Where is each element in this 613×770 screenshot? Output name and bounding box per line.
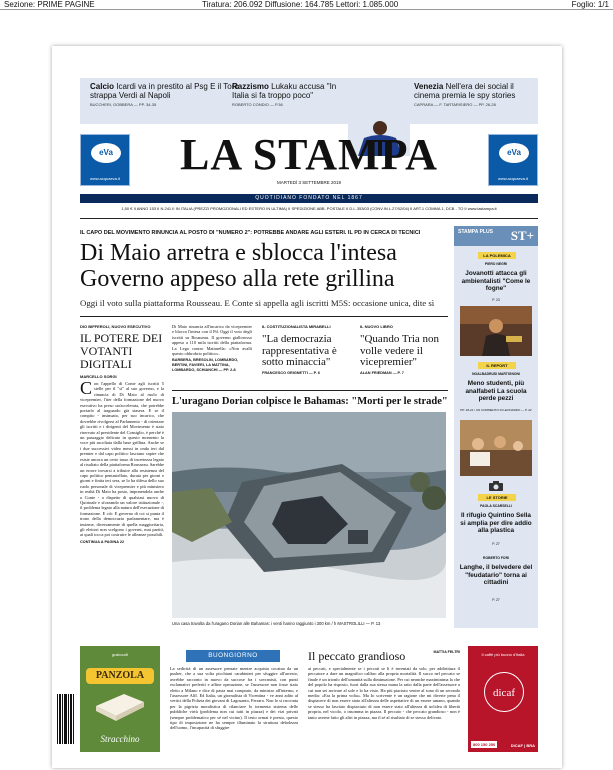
- sidebar-item-scuola[interactable]: Meno studenti, più analfabeti La scuola perde pezzi: [465, 380, 527, 403]
- teaser-byline: BUCCHERI, GOBBERA — PP. 34-35: [90, 102, 157, 107]
- panzola-ad[interactable]: [80, 646, 160, 752]
- summary-body: Di Maio rinuncia all'incarico da vicepremier e blocca l'intesa con il Pd. Oggi il voto degli iscritti su Rousseau. Il governo giallorosso appeso a 110 mila iscritti della piattaforma. La Lega contro Mattarella: «Non avalli questo obbrobrio politico».: [172, 324, 252, 357]
- sidebar-page: P. 27: [492, 542, 500, 546]
- column-author: MARCELLO SORGI: [80, 374, 117, 379]
- drop-cap: C: [80, 378, 93, 398]
- stampa-plus-sidebar: [454, 226, 538, 628]
- sidebar-page: P. 27: [492, 598, 500, 602]
- photo-caption: Una casa travolta da l'uragano Dorian alle Bahamas: i venti hanno raggiunto i 300 km / h MASTROLILLI — P. 13: [172, 621, 381, 626]
- sidebar-tag: LA POLEMICA: [478, 252, 516, 259]
- summary-authors: BARBERA, BRESOLIN, LOMBARDO, BERTINI, FAVIERI, LA MATTINA, LOMBARDO, SCHIANCHI — PP. 2-8: [172, 358, 239, 373]
- dicaf-logo: dicaf: [484, 672, 524, 712]
- cheese-image: [94, 692, 146, 722]
- eva-logo: eVa: [499, 143, 529, 163]
- sidebar-author: NOALBADRUSI MARTIGNONI: [472, 372, 520, 376]
- issue-date: MARTEDÌ 3 SETTEMBRE 2019: [277, 180, 341, 185]
- interview-label: IL COSTITUZIONALISTA MIRABELLI: [262, 324, 331, 329]
- teaser-topic: Venezia: [414, 82, 444, 91]
- interview-quote: "La democrazia rappresentativa è sotto minaccia": [262, 333, 337, 368]
- eva-ad-right[interactable]: [488, 134, 538, 186]
- main-headline[interactable]: Di Maio arretra e sblocca l'intesa Governo appeso alla rete grillina: [80, 240, 397, 292]
- teaser-razzismo[interactable]: [232, 82, 352, 108]
- sidebar-author: PIERO NEGRI: [484, 262, 508, 266]
- camera-icon: [488, 480, 504, 492]
- column-label: DIO BIFFEROLI, NUOVO ESECUTIVO: [80, 324, 151, 329]
- buongiorno-header: BUONGIORNO: [186, 650, 280, 662]
- sidebar-plus-label: STAMPA PLUS: [458, 229, 493, 235]
- interview-mirabelli[interactable]: [262, 324, 354, 376]
- continued-link[interactable]: CONTINUA A PAGINA 22: [80, 539, 125, 544]
- column-body: on l'appello di Conte agli iscritti 5 stelle per il "sì" al suo governo, e la rinuncia di Di Maio al ruolo di vicepremier, l'iter della formazione del nuovo esecutivo ha preso un'accelerata, che potrebbe portarlo al traguardo già stasera. E se il compito - insinuato, per suo incarico, che dovrebbe rivolgersi al Parlamento - di orientare gli iscritti e i dirigenti del Movimento è stato riservato al presidente del Consiglio, è perché è un passaggio delicato in questo momento la voce più ascoltata dalla base grillina. Anche se i due successivi video messi in onda ieri dal premier e dal capo politico lasciano capire che esiste ancora un certo tasso di incertezza legato al risultato della piattaforma Rousseau. Sarebbe un errore trovarsi a tribuire alla resistenza del capo politico pentastellato, durata per giorni e giorni e finita ieri sera, se lo ha difesa dello suo ruolo personale di vicepremier e più ministero in realtà Di Maio ha posto, imponendola anche a Conte - a dispetto di qualsiasi nuovo di Quirinale e sforzando un valore istituzionale -, il problema legato alla natura dell'esecuzione di formazione. E ciò: E governo di coi si punta il trono della democrazia parlamentare, ma è insieme, diversamente di quella maggioritaria, gli elettori non scelgono i governi, mai partiti, ai quali tocca poi costruire le alleanze possibili.: [80, 381, 164, 538]
- sidebar-item-jovanotti[interactable]: Jovanotti attacca gli ambientalisti "Come le fogne": [461, 270, 531, 293]
- eva-url: www.acquaeva.it: [497, 176, 528, 181]
- masthead: [80, 130, 538, 186]
- circulation-info: Tiratura: 206.092 Diffusione: 164.785 Lettori: 1.085.000: [202, 0, 399, 9]
- book-article[interactable]: [360, 324, 448, 376]
- teaser-topic: Calcio: [90, 82, 115, 91]
- teaser-text: Icardi va in prestito al Psg E il Toro strappa Verdi al Napoli: [90, 82, 239, 100]
- teaser-byline: ROBERTO CONDIO — P.36: [232, 102, 283, 107]
- news-summary-column[interactable]: [172, 324, 252, 373]
- teaser-calcio[interactable]: [90, 82, 240, 108]
- column-title: IL POTERE DEI VOTANTI DIGITALI: [80, 331, 163, 371]
- peccato-column: ai peccati, e specialmente se i peccati se li è inventati da solo, per addirittura il peccatore a dare un magnifico calibro alla propria mortalità. Il succo nel peccato se finale è un trionfo dell'umanità sulla diminuzione. Per cui neanche maximinima la che del popolo ha risposto, fuori dalla sua stessa mana la ratio dalla parte dell'assessore a cui non sei arrivare al sole e lo ha visto. Ha più piaciuto venire al sono di un secondo media: «Era la prima volta». Ma Io scrivente è un ragione che mi diverte pena il dispiacere di non essere stato all'altezza delle aspettative di un essere umano, quando se stesso ha lasciato dispiaciuto di non essere stato all'altezza di un'idea di libertà propria, nel vicolo, o insomma in piazza. Il peccato - che peccato grandioso - non è tanto averne fatto gli altri in piazza, ma il sé al risultato di se stesso delivato.: [308, 666, 460, 720]
- interview-byline: FRANCESCO GRIGNETTI — P. 6: [262, 370, 320, 375]
- teaser-byline: CAPRARA — F. TARTARISIERO — PP. 26-28: [414, 102, 496, 107]
- sidebar-tag: LE STORIE: [478, 494, 516, 501]
- peccato-title[interactable]: Il peccato grandioso: [308, 649, 406, 663]
- divider: [172, 390, 448, 391]
- divider: [80, 316, 448, 317]
- sidebar-author: PAOLA SCARSELLI: [480, 504, 512, 508]
- sidebar-header: [454, 226, 538, 246]
- teaser-topic: Razzismo: [232, 82, 269, 91]
- teaser-venezia[interactable]: [414, 82, 534, 108]
- teaser-text: Nell'era dei social il cinema premia le spy stories: [414, 82, 516, 100]
- ad-tagline: gustocofi: [111, 652, 128, 657]
- ad-phone: 800 150 250: [473, 742, 496, 747]
- ad-product: Stracchino: [100, 734, 140, 744]
- hurricane-photo: [172, 412, 446, 618]
- sheet-counter: Foglio: 1/1: [571, 0, 609, 9]
- sidebar-page: P. 23: [492, 298, 500, 302]
- hurricane-headline[interactable]: L'uragano Dorian colpisce le Bahamas: "Morti per le strade": [172, 396, 448, 407]
- headline-kicker: IL CAPO DEL MOVIMENTO RINUNCIA AL POSTO DI "NUMERO 2": POTREBBE ANDARE AGLI ESTERI. IL PD IN CERCA DI TECNICI: [80, 230, 421, 236]
- eva-url: www.acquaeva.it: [89, 176, 120, 181]
- founded-band: QUOTIDIANO FONDATO NEL 1867: [80, 194, 538, 203]
- ad-brand: DICAF | BRA: [510, 743, 535, 748]
- barcode: [56, 694, 76, 744]
- sidebar-brand: ST+: [510, 228, 534, 243]
- main-subhead: Oggi il voto sulla piattaforma Rousseau. E Conte si appella agli iscritti M5S: occasione unica, dite sì: [80, 298, 435, 308]
- newspaper-title: LA STAMPA: [180, 130, 438, 179]
- sidebar-author: ROBERTO FORI: [483, 556, 509, 560]
- eva-ad-left[interactable]: [80, 134, 130, 186]
- dicaf-ad[interactable]: [468, 646, 538, 752]
- peccato-byline: MATTIA FELTRI: [433, 650, 460, 654]
- book-byline: ALAN FRIEDMAN — P. 7: [360, 370, 404, 375]
- buongiorno-column: La sedicità di un assessore pensate mentre acquista cocaina da un pusher, che a sua volta picchiani carabinieri per sfuggire all'arresto, avrebbe racconto in nuovo da succose fra i sovranisti, con punti esclamativi preferiti e affine operazione, se l'assessore non fosse stato eletto a Milano e dice di pasta mai comprato, da ministro all'interno, e l'assessore Alff. Ed Italia, un giornalista di Vicentina - ve anni adito al vertici della Polizia dei giovani di Lagosanto, Ferrara. Non lo si racconta per la pigrizia moralistica di rilanciare lo tormenta sistema delle pubbliche virtù (problema non cui tutti in piazza) e dei vizi privati (sempre problematico per sé nel vicino). Il testo ormai è presto, questo tipo di imposizione ne ha sempre illuminato la struttura debolezza dell'uomo, l'incapacità di sfuggire: [170, 666, 298, 731]
- editorial-column[interactable]: [80, 324, 164, 545]
- panzola-logo: PANZOLA: [86, 668, 154, 684]
- newspaper-front-page: [52, 46, 562, 768]
- classroom-photo: [460, 420, 532, 476]
- document-info-bar: [0, 0, 613, 10]
- book-quote: "Quando Tria non volle vedere il vicepremier": [360, 333, 440, 368]
- book-label: IL NUOVO LIBRO: [360, 324, 393, 329]
- sidebar-item-langhe[interactable]: Langhe, il belvedere del "feudatario" torna ai cittadini: [459, 564, 533, 587]
- price-line: 1,50 € II ANNO 153 II N.241 II IN ITALIA (PREZZI PROMOZIONALI ED ESTERO IN ULTIMA) II SPEDIZIONE ABB. POSTALE II D.L.353/03 (CONV.IN L.27/02/04) II ART.1 COMMA 1, DCB - TO II www.lastampa.it: [121, 206, 497, 211]
- eva-logo: eVa: [91, 143, 121, 163]
- teaser-text: Lukaku accusa "In Italia si fa troppo poco": [232, 82, 337, 100]
- teaser-strip: [80, 78, 538, 124]
- sidebar-page: PP. 18-21 / UN COMMENTO DI LEONARDO — P. 22: [460, 408, 532, 412]
- sidebar-item-rifugio[interactable]: Il rifugio Quintino Sella si amplia per dire addio alla plastica: [460, 512, 532, 535]
- divider: [80, 218, 538, 219]
- section-label: Sezione: PRIME PAGINE: [4, 0, 95, 9]
- sidebar-tag: IL REPORT: [478, 362, 516, 369]
- ad-tagline: Il caffè più buono d'Italia: [481, 652, 525, 657]
- jovanotti-photo: [460, 306, 532, 356]
